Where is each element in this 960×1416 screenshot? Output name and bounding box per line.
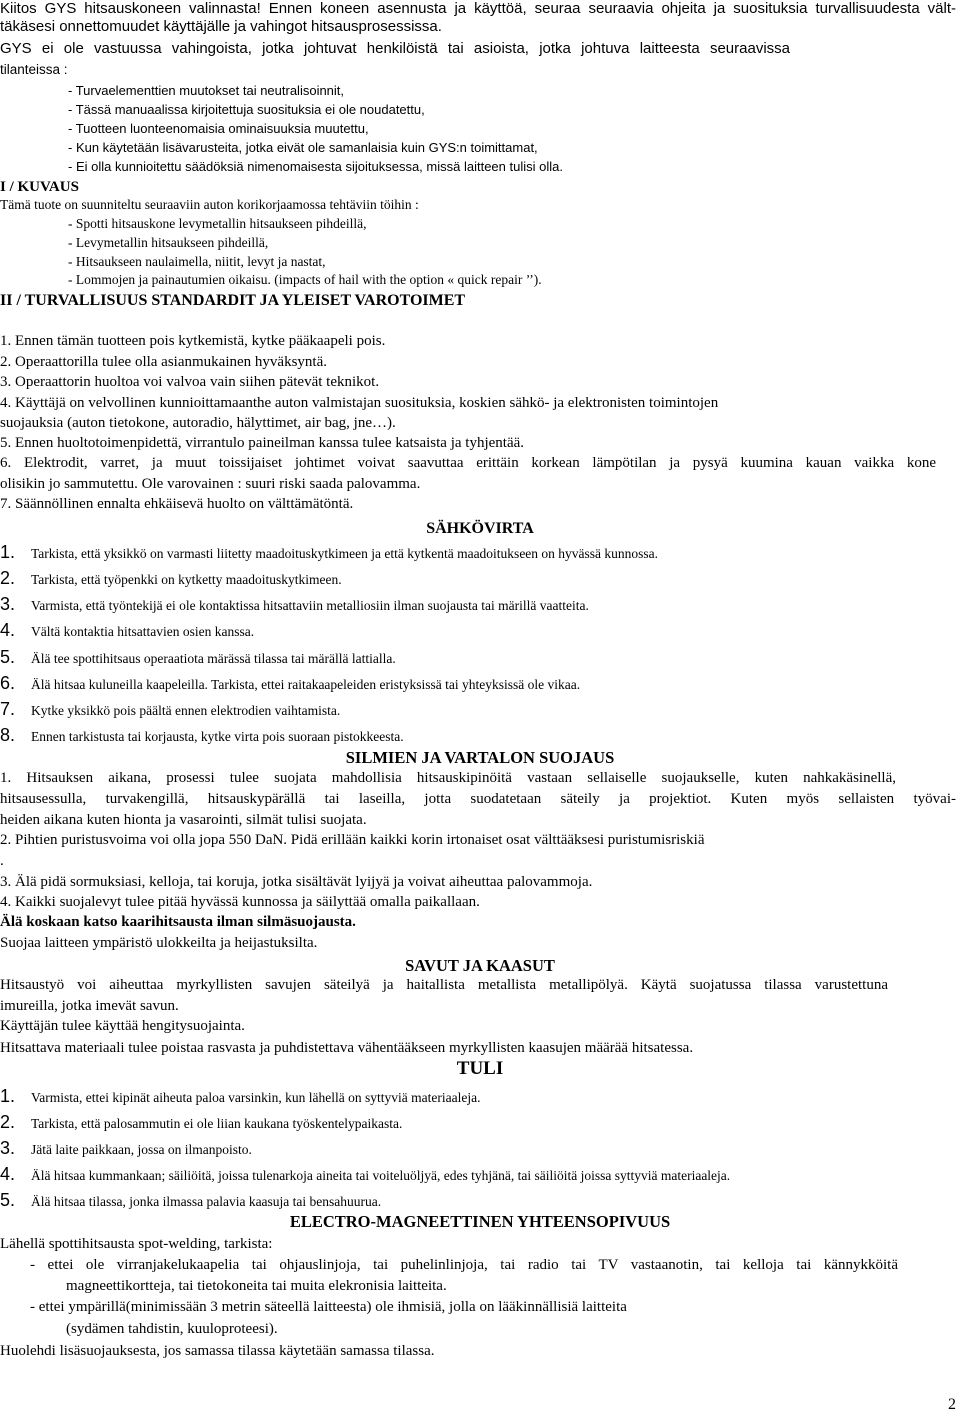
- tuli-item: [0, 1165, 730, 1185]
- item-text: Varmista, ettei kipinät aiheuta paloa varsinkin, kun lähellä on syttyviä materiaaleja.: [31, 1090, 481, 1105]
- sahkovirta-item: [0, 726, 404, 746]
- tuli-item: [0, 1139, 252, 1159]
- kuvaus-item: - Levymetallin hitsaukseen pihdeillä,: [68, 235, 269, 250]
- tuli-item: [0, 1191, 381, 1211]
- sahkovirta-item: [0, 648, 396, 668]
- electro-heading: ELECTRO-MAGNEETTINEN YHTEENSOPIVUUS: [289, 1212, 671, 1231]
- item-number: 4.: [0, 620, 16, 640]
- item-text: Tarkista, että palosammutin ei ole liian kaukana työskentelypaikasta.: [31, 1116, 403, 1131]
- item-text: Varmista, että työntekijä ei ole kontaktissa hitsattaviin metalliosiin ilman suojausta tai märillä vaatteita.: [31, 598, 589, 613]
- sahkovirta-heading: SÄHKÖVIRTA: [426, 520, 534, 537]
- item-text: Vältä kontaktia hitsattavien osien kanssa.: [31, 624, 255, 639]
- item-number: 2.: [0, 568, 16, 588]
- intro-line-4: tilanteissa :: [0, 62, 68, 77]
- sahkovirta-item: [0, 569, 342, 589]
- turvallisuus-item: 4. Käyttäjä on velvollinen kunnioittamaanthe auton valmistajan suosituksia, koskien sähkö- ja elektronisten toimintojen: [0, 395, 719, 411]
- electro-item: magneettikortteja, tai tietokoneita tai muita elekronisia laitteita.: [66, 1278, 447, 1294]
- kuvaus-item: - Spotti hitsauskone levymetallin hitsaukseen pihdeillä,: [68, 216, 367, 231]
- silmien-line: 3. Älä pidä sormuksiasi, kelloja, tai koruja, jotka sisältävät lyijyä ja voivat aiheuttaa palovammoja.: [0, 874, 593, 890]
- intro-item: - Kun käytetään lisävarusteita, jotka eivät ole samanlaisia kuin GYS:n toimittamat,: [68, 140, 538, 155]
- item-text: Tarkista, että yksikkö on varmasti liitetty maadoituskytkimeen ja että kytkentä maadoitukseen on hyvässä kunnossa.: [31, 546, 659, 561]
- turvallisuus-item: 7. Säännöllinen ennalta ehkäisevä huolto on välttämätöntä.: [0, 496, 354, 512]
- silmien-heading: SILMIEN JA VARTALON SUOJAUS: [345, 748, 615, 767]
- turvallisuus-item: suojauksia (auton tietokone, autoradio, hälyttimet, air bag, jne…).: [0, 415, 396, 431]
- kuvaus-item: - Hitsaukseen naulaimella, niitit, levyt ja nastat,: [68, 254, 326, 269]
- item-text: Tarkista, että työpenkki on kytketty maadoituskytkimeen.: [31, 572, 342, 587]
- turvallisuus-item: 2. Operaattorilla tulee olla asianmukainen hyväksyntä.: [0, 354, 327, 370]
- item-text: Älä hitsaa kummankaan; säiliöitä, joissa tulenarkoja aineita tai voiteluöljyä, edes tyhjänä, tai säiliöitä joissa syttyviä materiaaleja.: [31, 1168, 731, 1183]
- savut-line: Hitsattava materiaali tulee poistaa rasvasta ja puhdistettava vähentääkseen myrkyllisten kaasujen määrää hitsatessa.: [0, 1040, 694, 1056]
- tuli-item: [0, 1113, 402, 1133]
- item-text: Älä tee spottihitsaus operaatiota märässä tilassa tai märällä lattialla.: [31, 651, 396, 666]
- item-number: 6.: [0, 673, 16, 693]
- item-text: Ennen tarkistusta tai korjausta, kytke virta pois suoraan pistokkeesta.: [31, 729, 404, 744]
- turvallisuus-item: olisikin jo sammutettu. Ole varovainen : suuri riski saada palovamma.: [0, 476, 421, 492]
- intro-line-2: täkäsesi onnettomuudet käyttäjälle ja vahingot hitsausprosessissa.: [0, 18, 442, 35]
- silmien-line: .: [0, 853, 4, 869]
- silmien-last: Suojaa laitteen ympäristö ulokkeilta ja heijastuksilta.: [0, 935, 318, 951]
- silmien-line: heiden aikana kuten hionta ja vasarointi, silmät tulisi suojata.: [0, 812, 367, 828]
- intro-line-3: GYS ei ole vastuussa vahingoista, jotka johtuvat henkilöistä tai asioista, jotka johtuva laitteesta seuraavissa: [0, 40, 790, 57]
- silmien-warning: Älä koskaan katso kaarihitsausta ilman silmäsuojausta.: [0, 914, 356, 930]
- item-number: 5.: [0, 1190, 16, 1210]
- item-number: 8.: [0, 725, 16, 745]
- kuvaus-text: Tämä tuote on suunniteltu seuraaviin auton korikorjaamossa tehtäviin töihin :: [0, 197, 419, 212]
- tuli-item: [0, 1087, 480, 1107]
- sahkovirta-item: [0, 621, 254, 641]
- turvallisuus-heading: II / TURVALLISUUS STANDARDIT JA YLEISET VAROTOIMET: [0, 292, 466, 309]
- item-text: Jätä laite paikkaan, jossa on ilmanpoisto.: [31, 1142, 252, 1157]
- savut-line: imureilla, jotka imevät savun.: [0, 998, 179, 1014]
- intro-item: - Tässä manuaalissa kirjoitettuja suosituksia ei ole noudatettu,: [68, 102, 425, 117]
- item-number: 7.: [0, 699, 16, 719]
- silmien-line: 1. Hitsauksen aikana, prosessi tulee suojata mahdollisia hitsauskipinöitä vastaan sellaiselle suojaukselle, kuten nahkakäsinellä,: [0, 770, 896, 786]
- turvallisuus-item: 1. Ennen tämän tuotteen pois kytkemistä, kytke pääkaapeli pois.: [0, 333, 386, 349]
- sahkovirta-item: [0, 700, 340, 720]
- item-number: 1.: [0, 1086, 16, 1106]
- intro-item: - Tuotteen luonteenomaisia ominaisuuksia muutettu,: [68, 121, 369, 136]
- silmien-line: 4. Kaikki suojalevyt tulee pitää hyvässä kunnossa ja säilyttää omalla paikallaan.: [0, 894, 480, 910]
- silmien-line: hitsausessulla, turvakengillä, hitsauskypärällä tai laseilla, jotta suodatetaan säteily ja projektiot. Kuten myös sellaisten työvai-: [0, 791, 956, 807]
- item-text: Älä hitsaa tilassa, jonka ilmassa palavia kaasuja tai bensahuurua.: [31, 1194, 382, 1209]
- electro-text: Lähellä spottihitsausta spot-welding, tarkista:: [0, 1236, 273, 1252]
- item-number: 3.: [0, 1138, 16, 1158]
- page-number: 2: [948, 1396, 956, 1413]
- sahkovirta-item: [0, 543, 658, 563]
- tuli-heading: TULI: [456, 1058, 504, 1079]
- savut-line: Hitsaustyö voi aiheuttaa myrkyllisten savujen säteilyä ja haitallista metallista metallipölyä. Käytä suojatussa tilassa varustettuna: [0, 977, 888, 993]
- savut-line: Käyttäjän tulee käyttää hengitysuojainta.: [0, 1018, 245, 1034]
- item-number: 4.: [0, 1164, 16, 1184]
- kuvaus-item: - Lommojen ja painautumien oikaisu. (impacts of hail with the option « quick repair ’’).: [68, 272, 542, 287]
- intro-line-1: Kiitos GYS hitsauskoneen valinnasta! Ennen koneen asennusta ja käyttöä, seuraa seuraavia ohjeita ja suosituksia turvallisuudesta vält-: [0, 0, 956, 17]
- intro-item: - Turvaelementtien muutokset tai neutralisoinnit,: [68, 83, 345, 98]
- turvallisuus-item: 6. Elektrodit, varret, ja muut toissijaiset johtimet voivat saavuttaa erittäin korkean lämpötilan ja pysyä kuumina kauan vaikka kone: [0, 455, 936, 471]
- item-number: 2.: [0, 1112, 16, 1132]
- electro-item: - ettei ympärillä(minimissään 3 metrin säteellä laitteesta) ole ihmisiä, jolla on lääkinnällisiä laitteita: [30, 1299, 627, 1315]
- item-number: 3.: [0, 594, 16, 614]
- item-number: 5.: [0, 647, 16, 667]
- electro-item: (sydämen tahdistin, kuuloproteesi).: [66, 1321, 278, 1337]
- item-number: 1.: [0, 542, 16, 562]
- turvallisuus-item: 5. Ennen huoltotoimenpidettä, virrantulo paineilman kanssa tulee katsaista ja tyhjentää.: [0, 435, 525, 451]
- intro-item: - Ei olla kunnioitettu säädöksiä nimenomaisesta sijoituksessa, missä laitteen tulisi olla.: [68, 159, 563, 174]
- turvallisuus-item: 3. Operaattorin huoltoa voi valvoa vain siihen pätevät teknikot.: [0, 374, 380, 390]
- item-text: Älä hitsaa kuluneilla kaapeleilla. Tarkista, ettei raitakaapeleiden eristyksissä tai yhteyksissä ole vikaa.: [31, 677, 581, 692]
- sahkovirta-item: [0, 595, 589, 615]
- sahkovirta-item: [0, 674, 580, 694]
- kuvaus-heading: I / KUVAUS: [0, 179, 79, 195]
- electro-item: - ettei ole virranjakelukaapelia tai ohjauslinjoja, tai puhelinlinjoja, tai radio tai TV vastaanotin, tai kelloja tai kännykköitä: [30, 1257, 898, 1273]
- savut-heading: SAVUT JA KAASUT: [405, 956, 555, 975]
- electro-last: Huolehdi lisäsuojauksesta, jos samassa tilassa käytetään samassa tilassa.: [0, 1343, 435, 1359]
- item-text: Kytke yksikkö pois päältä ennen elektrodien vaihtamista.: [31, 703, 341, 718]
- silmien-line: 2. Pihtien puristusvoima voi olla jopa 550 DaN. Pidä erillään kaikki korin irtonaiset osat välttääksesi puristumisriskiä: [0, 832, 705, 848]
